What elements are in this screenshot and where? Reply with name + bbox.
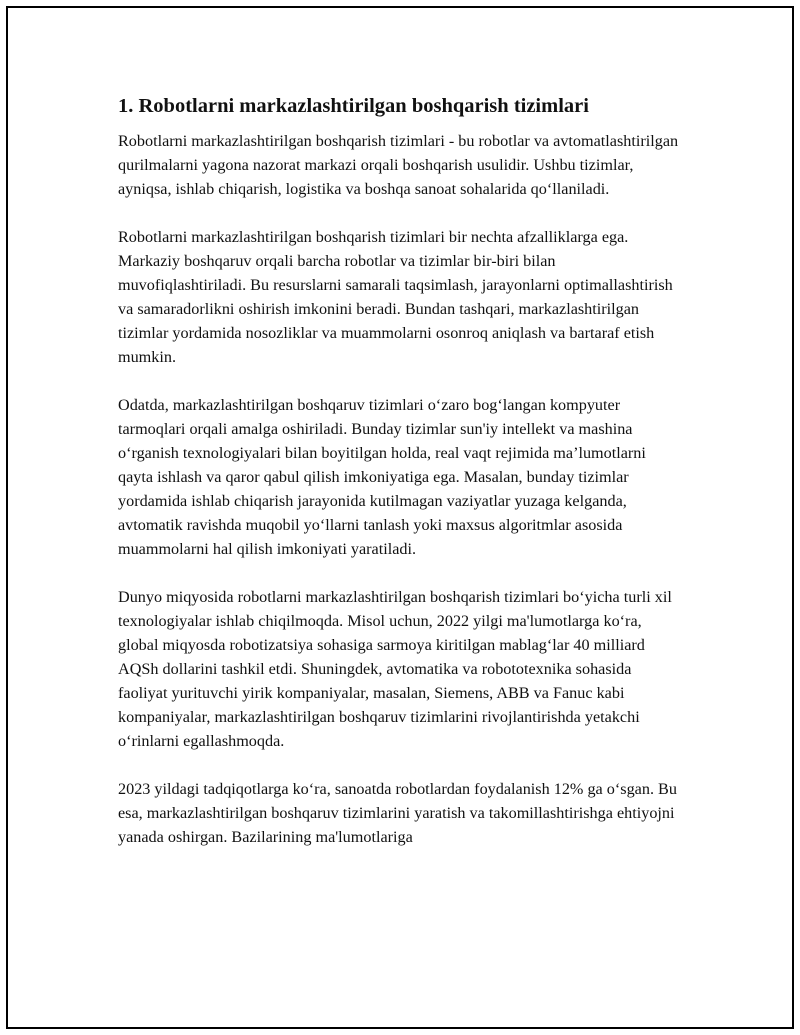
document-body — [118, 91, 684, 873]
paragraph-research: 2023 yildagi tadqiqotlarga ko‘ra, sanoatda robotlardan foydalanish 12% ga o‘sgan. Bu esa, markazlashtirilgan boshqaruv tizimlarini yaratish va takomillashtirishga ehtiyojni yanada oshirgan. Bazilarining ma'lumotlariga — [118, 780, 677, 846]
paragraph-advantages: Robotlarni markazlashtirilgan boshqarish tizimlari bir nechta afzalliklarga ega. Markaziy boshqaruv orqali barcha robotlar va tizimlar bir-biri bilan muvofiqlashtiriladi. Bu resurslarni samarali taqsimlash, jarayonlarni optimallashtirish va samaradorlikni oshirish imkonini beradi. Bundan tashqari, markazlashtirilgan tizimlar yordamida nosozliklar va muammolarni osonroq aniqlash va bartaraf etish mumkin. — [118, 228, 673, 366]
paragraph-intro: Robotlarni markazlashtirilgan boshqarish tizimlari - bu robotlar va avtomatlashtirilgan qurilmalarni yagona nazorat markazi orqali boshqarish usulidir. Ushbu tizimlar, ayniqsa, ishlab chiqarish, logistika va boshqa sanoat sohalarida qo‘llaniladi. — [118, 132, 679, 198]
paragraph-global: Dunyo miqyosida robotlarni markazlashtirilgan boshqarish tizimlari bo‘yicha turli xil texnologiyalar ishlab chiqilmoqda. Misol uchun, 2022 yilgi ma'lumotlarga ko‘ra, global miqyosda robotizatsiya sohasiga sarmoya kiritilgan mablag‘lar 40 milliard AQSh dollarini tashkil etdi. Shuningdek, avtomatika va robototexnika sohasida faoliyat yurituvchi yirik kompaniyalar, masalan, Siemens, ABB va Fanuc kabi kompaniyalar, markazlashtirilgan boshqaruv tizimlarini rivojlantirishda yetakchi o‘rinlarni egallashmoqda. — [118, 588, 672, 750]
paragraph-implementation: Odatda, markazlashtirilgan boshqaruv tizimlari o‘zaro bog‘langan kompyuter tarmoqlari orqali amalga oshiriladi. Bunday tizimlar sun'iy intellekt va mashina o‘rganish texnologiyalari bilan boyitilgan holda, real vaqt rejimida ma’lumotlarni qayta ishlash va qaror qabul qilish imkoniyatiga ega. Masalan, bunday tizimlar yordamida ishlab chiqarish jarayonida kutilmagan vaziyatlar yuzaga kelganda, avtomatik ravishda muqobil yo‘llarni tanlash yoki maxsus algoritmlar asosida muammolarni hal qilish imkoniyati yaratiladi. — [118, 396, 646, 558]
section-heading: 1. Robotlarni markazlashtirilgan boshqarish tizimlari — [118, 95, 589, 117]
